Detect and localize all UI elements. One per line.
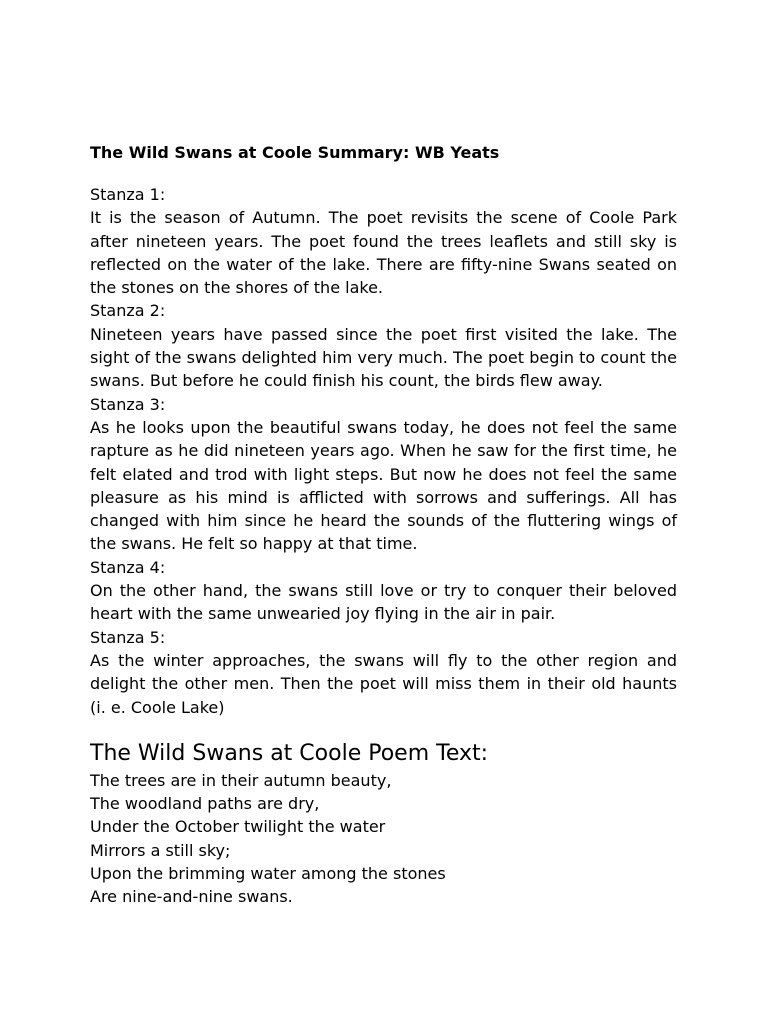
poem-line: Are nine-and-nine swans. [90,887,293,907]
stanza-3 [90,393,677,556]
stanza-summary: As the winter approaches, the swans will fly to the other region and delight the other men. Then the poet will miss them in their old haunts (i. e. Coole Lake) [90,650,677,717]
stanza-label: Stanza 2: [90,301,166,321]
stanza-summary: Nineteen years have passed since the poet first visited the lake. The sight of the swans delighted him very much. The poet begin to count the swans. But before he could finish his count, the birds flew away. [90,324,677,391]
stanza-4 [90,556,677,626]
stanza-label: Stanza 4: [90,557,166,577]
poem-line: Upon the brimming water among the stones [90,864,446,884]
stanza-summary: As he looks upon the beautiful swans today, he does not feel the same rapture as he did nineteen years ago. When he saw for the first time, he felt elated and trod with light steps. But now he does not feel the same pleasure as his mind is afflicted with sorrows and sufferings. All has changed with him since he heard the sounds of the fluttering wings of the swans. He felt so happy at that time. [90,417,677,554]
poem-line: The woodland paths are dry, [90,794,320,814]
poem-line: Mirrors a still sky; [90,840,231,860]
stanza-label: Stanza 3: [90,394,166,414]
stanza-5 [90,626,677,719]
stanza-2 [90,299,677,392]
stanza-summary: It is the season of Autumn. The poet revisits the scene of Coole Park after nineteen years. The poet found the trees leaflets and still sky is reflected on the water of the lake. There are fifty-nine Swans seated on the stones on the shores of the lake. [90,208,677,298]
stanza-label: Stanza 1: [90,185,166,204]
poem-text [90,769,677,909]
poem-heading: The Wild Swans at Coole Poem Text: [90,740,489,766]
poem-line: The trees are in their autumn beauty, [90,770,392,790]
document-title: The Wild Swans at Coole Summary: WB Yeats [90,143,500,162]
stanza-1 [90,183,677,299]
stanza-label: Stanza 5: [90,627,166,647]
poem-line: Under the October twilight the water [90,817,386,837]
stanza-summary: On the other hand, the swans still love or try to conquer their beloved heart with the same unwearied joy flying in the air in pair. [90,581,677,624]
document-page [90,141,677,909]
